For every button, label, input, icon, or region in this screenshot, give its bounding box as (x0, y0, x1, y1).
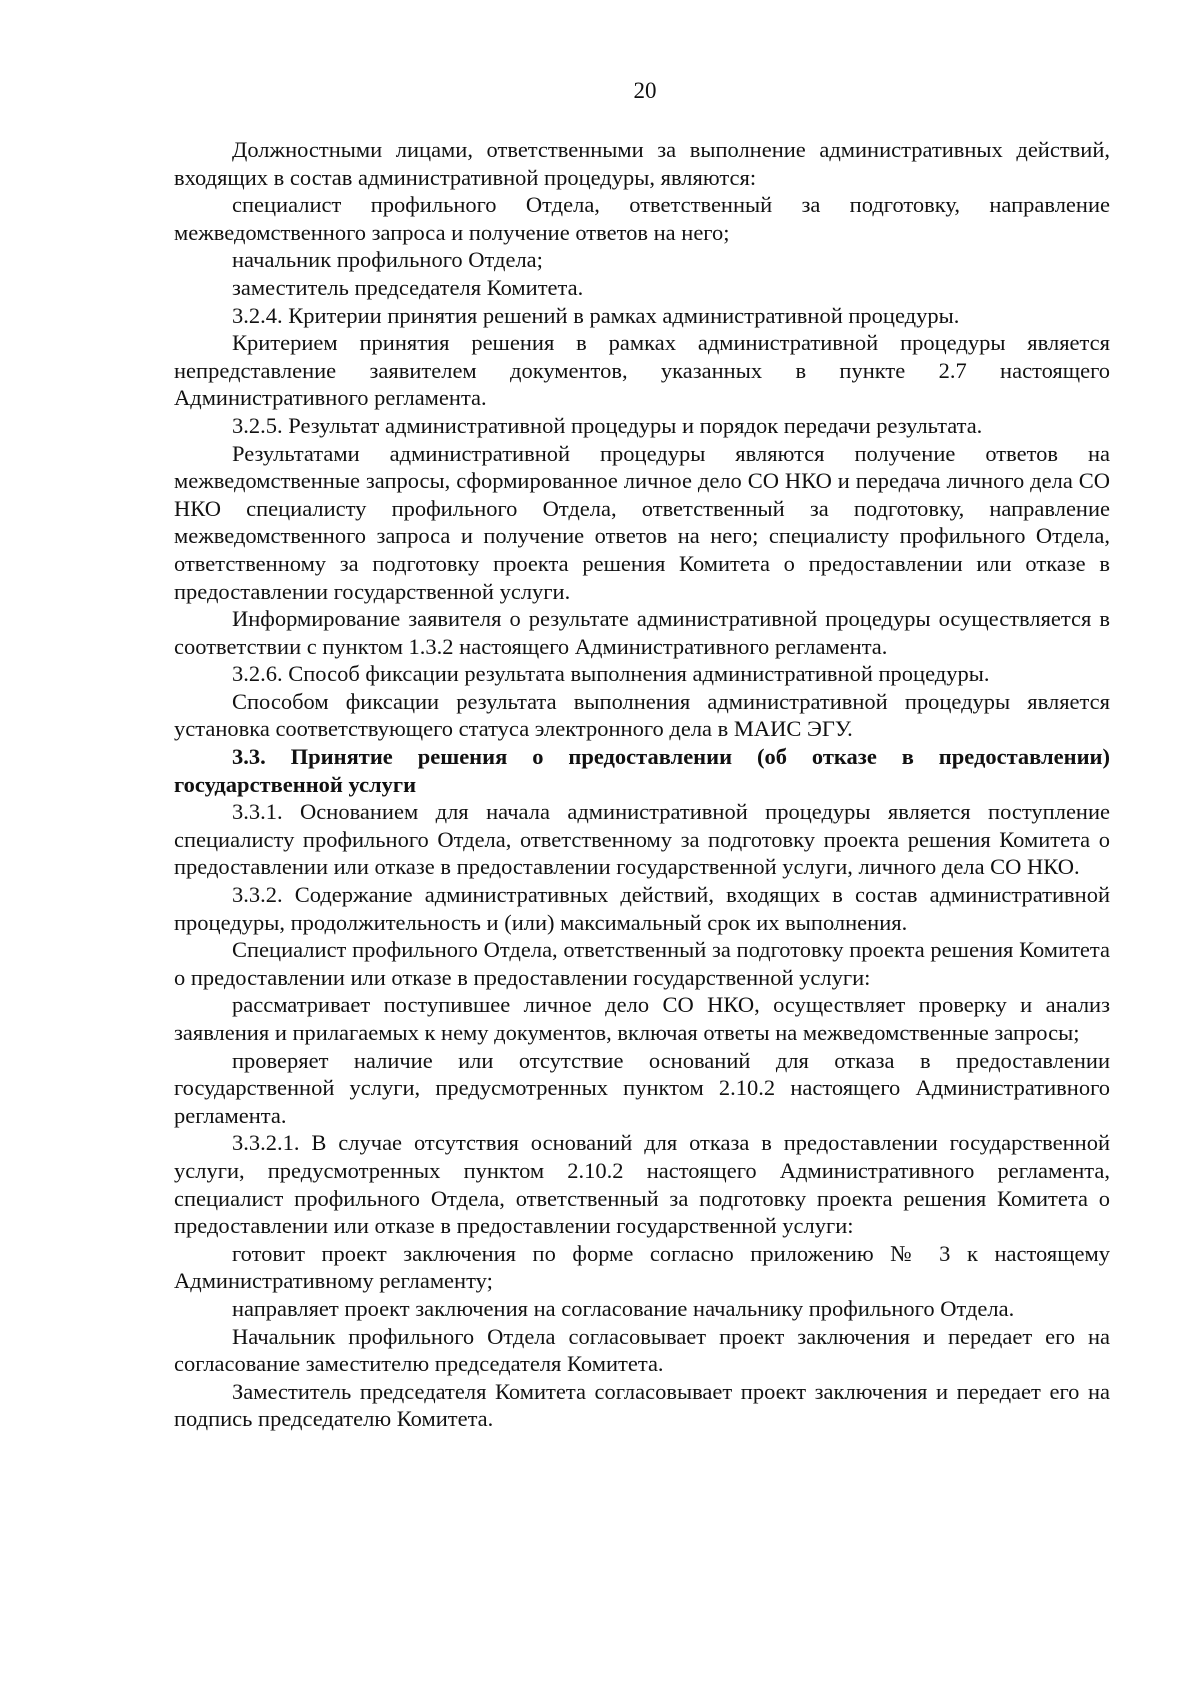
paragraph: проверяет наличие или отсутствие оснований для отказа в предоставлении государственной услуги, предусмотренных пунктом 2.10.2 настоящего Административного регламента. (174, 1047, 1110, 1128)
section-3-3-2-1: 3.3.2.1. В случае отсутствия оснований для отказа в предоставлении государственной услуги, предусмотренных пунктом 2.10.2 настоящего Административного регламента, специалист профильного Отдела, ответственный за подготовку проекта решения Комитета о предоставлении или отказе в предоставлении государственной услуги: (174, 1130, 1110, 1239)
section-3-2-5: 3.2.5. Результат административной процедуры и порядок передачи результата. (232, 412, 983, 438)
paragraph: Заместитель председателя Комитета согласовывает проект заключения и передает его на подпись председателю Комитета. (174, 1378, 1110, 1432)
paragraph: Начальник профильного Отдела согласовывает проект заключения и передает его на согласование заместителю председателя Комитета. (174, 1323, 1110, 1377)
paragraph: Информирование заявителя о результате административной процедуры осуществляется в соответствии с пунктом 1.3.2 настоящего Административного регламента. (174, 606, 1110, 659)
paragraph: начальник профильного Отдела; (232, 247, 543, 273)
section-heading-3-3: 3.3. Принятие решения о предоставлении (об отказе в предоставлении) государственной услуги (174, 744, 1110, 797)
paragraph: Критерием принятия решения в рамках административной процедуры является непредставление заявителем документов, указанных в пункте 2.7 настоящего Административного регламента. (174, 330, 1110, 411)
paragraph: специалист профильного Отдела, ответственный за подготовку, направление межведомственного запроса и получение ответов на него; (174, 192, 1110, 245)
paragraph: заместитель председателя Комитета. (232, 274, 584, 300)
paragraph: Специалист профильного Отдела, ответственный за подготовку проекта решения Комитета о предоставлении или отказе в предоставлении государственной услуги: (174, 937, 1110, 990)
page-number: 20 (633, 78, 657, 103)
section-3-2-4: 3.2.4. Критерии принятия решений в рамках административной процедуры. (232, 302, 960, 328)
section-3-2-6: 3.2.6. Способ фиксации результата выполнения административной процедуры. (232, 661, 990, 687)
section-3-3-2: 3.3.2. Содержание административных действий, входящих в состав административной процедуры, продолжительность и (или) максимальный срок их выполнения. (174, 882, 1110, 935)
paragraph: Результатами административной процедуры являются получение ответов на межведомственные запросы, сформированное личное дело СО НКО и передача личного дела СО НКО специалисту профильного Отдела, ответственный за подготовку, направление межведомственного запроса и получение ответов на него; специалисту профильного Отдела, ответственному за подготовку проекта решения Комитета о предоставлении или отказе в предоставлении государственной услуги. (174, 440, 1110, 604)
section-3-3-1: 3.3.1. Основанием для начала административной процедуры является поступление специалисту профильного Отдела, ответственному за подготовку проекта решения Комитета о предоставлении или отказе в предоставлении государственной услуги, личного дела СО НКО. (174, 799, 1110, 880)
paragraph: готовит проект заключения по форме согласно приложению № 3 к настоящему Административному регламенту; (174, 1240, 1110, 1294)
paragraph: рассматривает поступившее личное дело СО НКО, осуществляет проверку и анализ заявления и прилагаемых к нему документов, включая ответы на межведомственные запросы; (174, 992, 1110, 1045)
document-body (174, 136, 1110, 1433)
paragraph: Должностными лицами, ответственными за выполнение административных действий, входящих в состав административной процедуры, являются: (174, 137, 1110, 190)
paragraph: направляет проект заключения на согласование начальнику профильного Отдела. (232, 1295, 1015, 1321)
paragraph: Способом фиксации результата выполнения административной процедуры является установка соответствующего статуса электронного дела в МАИС ЭГУ. (174, 688, 1110, 742)
